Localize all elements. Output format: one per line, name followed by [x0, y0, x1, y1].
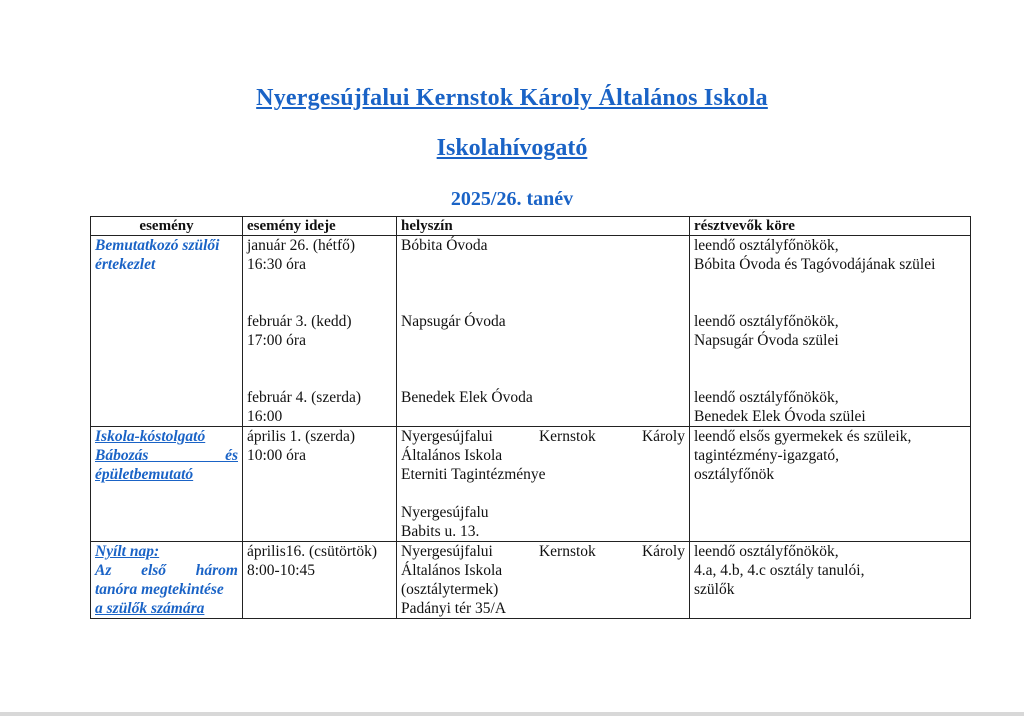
time-line: 17:00 óra [247, 332, 306, 349]
place-line: Nyergesújfalui Kernstok Károly [401, 543, 685, 560]
time-line: 8:00-10:45 [247, 562, 316, 579]
participants-cell [690, 427, 971, 542]
time-cell [243, 542, 397, 619]
time-line: április 1. (szerda) [247, 428, 356, 445]
place-line: Babits u. 13. [401, 523, 480, 540]
place-line: Padányi tér 35/A [401, 600, 507, 617]
place-line: Eterniti Tagintézménye [401, 466, 546, 483]
scan-edge-divider [0, 712, 1024, 716]
header-place: helyszín [397, 217, 690, 236]
place-line: Nyergesújfalu [401, 504, 489, 521]
participants-line: leendő osztályfőnökök, [694, 543, 839, 560]
participants-line: leendő osztályfőnökök, [694, 313, 839, 330]
participants-cell [690, 542, 971, 619]
table-row [91, 427, 971, 542]
participants-line: tagintézmény-igazgató, [694, 447, 840, 464]
place-line: Bóbita Óvoda [401, 237, 488, 254]
time-line: 16:00 [247, 408, 283, 425]
header-time: esemény ideje [243, 217, 397, 236]
participants-line: osztályfőnök [694, 466, 775, 483]
school-year: 2025/26. tanév [450, 188, 574, 210]
place-cell [397, 236, 690, 427]
participants-line: Bóbita Óvoda és Tagóvodájának szülei [694, 256, 936, 273]
participants-line: leendő osztályfőnökök, [694, 389, 839, 406]
school-name: Nyergesújfalui Kernstok Károly Általános Iskola [256, 85, 768, 111]
time-line: április16. (csütörtök) [247, 543, 378, 560]
page-title: Iskolahívogató [436, 135, 588, 161]
table-header-row [91, 217, 971, 236]
events-table [90, 216, 971, 619]
event-name-line: Bemutatkozó szülői [95, 237, 220, 254]
participants-line: leendő elsős gyermekek és szüleik, [694, 428, 912, 445]
table-row [91, 236, 971, 427]
participants-line: Benedek Elek Óvoda szülei [694, 408, 866, 425]
event-name-line: Az első három [95, 562, 238, 579]
event-cell [91, 427, 243, 542]
participants-line: 4.a, 4.b, 4.c osztály tanulói, [694, 562, 865, 579]
event-name-line: épületbemutató [95, 466, 194, 483]
place-line: (osztálytermek) [401, 581, 499, 598]
time-line: 10:00 óra [247, 447, 306, 464]
time-cell [243, 427, 397, 542]
place-line: Benedek Elek Óvoda [401, 389, 533, 406]
participants-line: szülők [694, 581, 735, 598]
event-name-line: tanóra megtekintése [95, 581, 224, 598]
participants-cell [690, 236, 971, 427]
event-cell [91, 542, 243, 619]
place-line: Általános Iskola [401, 447, 503, 464]
time-line: február 3. (kedd) [247, 313, 352, 330]
header-participants: résztvevők köre [690, 217, 971, 236]
header-event: esemény [91, 217, 243, 236]
place-cell [397, 542, 690, 619]
place-line: Általános Iskola [401, 562, 503, 579]
event-name-line: Iskola-kóstolgató [95, 428, 206, 445]
event-name-line: a szülők számára [95, 600, 205, 617]
table-row [91, 542, 971, 619]
participants-line: leendő osztályfőnökök, [694, 237, 839, 254]
place-line: Napsugár Óvoda [401, 313, 506, 330]
event-name-line: Bábozás és [95, 447, 238, 464]
place-cell [397, 427, 690, 542]
time-line: február 4. (szerda) [247, 389, 362, 406]
time-line: január 26. (hétfő) [247, 237, 356, 254]
event-name-line: értekezlet [95, 256, 156, 273]
event-name-line: Nyílt nap: [95, 543, 160, 560]
event-cell [91, 236, 243, 427]
place-line: Nyergesújfalui Kernstok Károly [401, 428, 685, 445]
time-cell [243, 236, 397, 427]
participants-line: Napsugár Óvoda szülei [694, 332, 839, 349]
time-line: 16:30 óra [247, 256, 306, 273]
